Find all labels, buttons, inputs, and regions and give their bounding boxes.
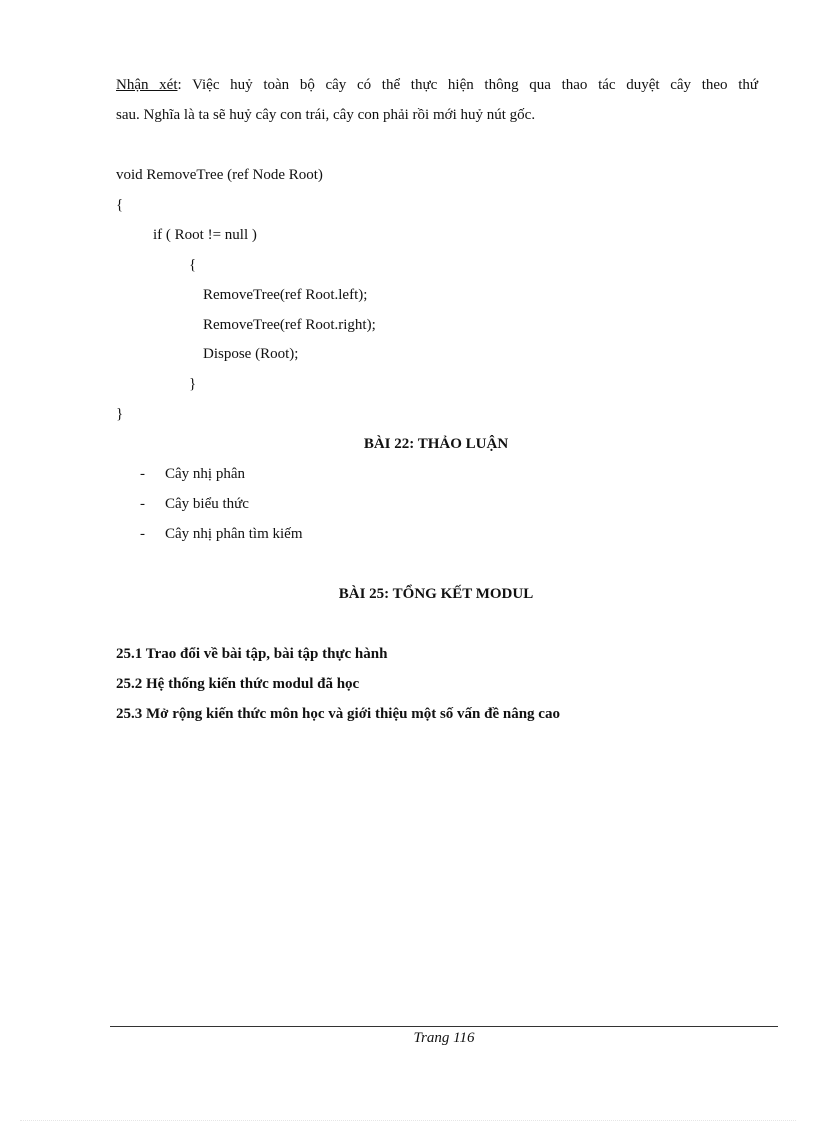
lesson25-title: BÀI 25: TỔNG KẾT MODUL <box>338 586 534 602</box>
summary-item-25-3: 25.3 Mở rộng kiến thức môn học và giới thiệu một số vấn đề nâng cao <box>116 706 560 722</box>
list-item <box>140 464 245 484</box>
list-item <box>140 494 249 514</box>
summary-item-25-1: 25.1 Trao đổi về bài tập, bài tập thực hành <box>116 646 388 662</box>
code-line-remove-right: RemoveTree(ref Root.right); <box>203 317 376 333</box>
code-line-inner-close-brace: } <box>189 376 197 392</box>
code-line-signature: void RemoveTree (ref Node Root) <box>116 167 323 183</box>
code-line-close-brace: } <box>116 406 124 422</box>
lesson22-title: BÀI 22: THẢO LUẬN <box>363 436 509 452</box>
page-number: Trang 116 <box>413 1030 475 1046</box>
summary-item-25-2: 25.2 Hệ thống kiến thức modul đã học <box>116 676 360 692</box>
code-line-remove-left: RemoveTree(ref Root.left); <box>203 287 368 303</box>
bullet-dash: - <box>140 466 145 482</box>
code-line-dispose: Dispose (Root); <box>203 346 299 362</box>
remark-text-line2: sau. Nghĩa là ta sẽ huỷ cây con trái, cây con phải rồi mới huỷ nút gốc. <box>116 107 536 123</box>
page-bottom-border <box>20 1120 796 1121</box>
code-line-open-brace: { <box>116 197 124 213</box>
bullet-dash: - <box>140 496 145 512</box>
code-line-if: if ( Root != null ) <box>153 227 257 243</box>
list-item <box>140 524 302 544</box>
list-item-text: Cây nhị phân tìm kiếm <box>165 526 303 542</box>
list-item-text: Cây nhị phân <box>165 466 245 482</box>
remark-paragraph-line1 <box>116 75 758 95</box>
code-line-inner-open-brace: { <box>189 257 197 273</box>
remark-label: Nhận xét <box>116 77 178 93</box>
list-item-text: Cây biểu thức <box>165 496 249 512</box>
bullet-dash: - <box>140 526 145 542</box>
footer-divider <box>110 1026 778 1027</box>
remark-text-line1: : Việc huỷ toàn bộ cây có thể thực hiện thông qua thao tác duyệt cây theo thứ <box>177 77 758 93</box>
